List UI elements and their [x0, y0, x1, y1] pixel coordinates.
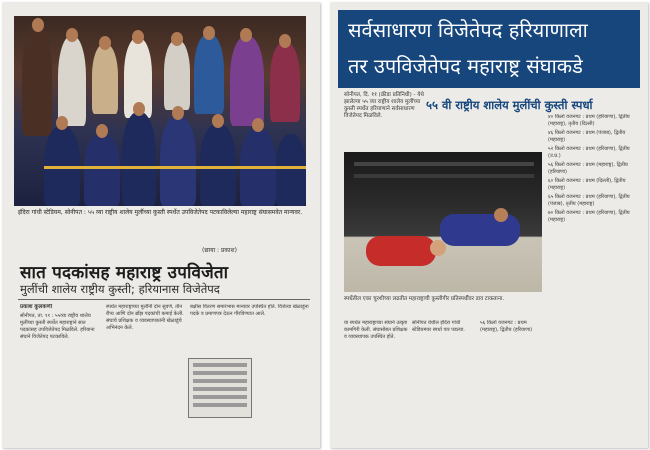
bottom-column-3 — [480, 320, 542, 438]
left-newspaper-clipping — [2, 2, 320, 448]
result-item: ५६ किलो वजनगट : प्रथम (महाराष्ट्र), द्वितीय (हरियाणा) — [480, 320, 533, 333]
article-column-3 — [190, 304, 310, 356]
photo-credit: (छाया : प्रकाश) — [202, 247, 237, 254]
result-item: ५६ किलो वजनगट : प्रथम (महाराष्ट्र), द्वितीय (हरियाणा) — [548, 162, 628, 175]
results-inset-box — [188, 358, 252, 418]
subheadline: मुलींची शालेय राष्ट्रीय कुस्ती; हरियानास विजेतेपद — [20, 282, 220, 296]
result-item: ६५ किलो वजनगट : प्रथम (हरियाणा), द्वितीय (पंजाब), तृतीय (महाराष्ट्र) — [548, 194, 630, 207]
headline: सात पदकांसह महाराष्ट्र उपविजेता — [20, 263, 229, 283]
wrestling-action-photo — [344, 152, 542, 292]
divider — [18, 299, 310, 300]
article-paragraph: बक्षीस वितरण समारंभास मान्यवर उपस्थित होते. विजेत्या खेळाडूंना पदके व प्रमाणपत्र देऊन गौरविण्यात आले. — [190, 304, 309, 317]
article-paragraph: सोनीपत येथील इंदिरा गांधी स्टेडियमवर स्पर्धा पार पडल्या. — [412, 320, 465, 333]
headline-line-2: तर उपविजेतेपद महाराष्ट्र संघाकडे — [348, 54, 583, 78]
article-column-2 — [106, 304, 186, 444]
byline: प्रकाश कुलकर्णी — [20, 304, 53, 310]
headline-banner — [338, 10, 640, 88]
bottom-column-1 — [344, 320, 408, 438]
photo-caption: स्पर्धेतील एका चुरशीच्या लढतीत महाराष्ट्राची कुस्तीगीर प्रतिस्पर्धीवर डाव टाकताना. — [344, 296, 505, 302]
right-newspaper-clipping — [330, 2, 648, 448]
subheadline: ५५ वी राष्ट्रीय शालेय मुलींची कुस्ती स्पर्धा — [426, 98, 593, 112]
result-item: ४६ किलो वजनगट : प्रथम (पंजाब), द्वितीय (महाराष्ट्र) — [548, 130, 626, 143]
result-item: ७० किलो वजनगट : प्रथम (हरियाणा), द्वितीय (महाराष्ट्र) — [548, 210, 630, 223]
result-item: ६० किलो वजनगट : प्रथम (दिल्ली), द्वितीय (महाराष्ट्र) — [548, 178, 626, 191]
dateline-paragraph: सोनीपत, दि. ११ (क्रीडा प्रतिनिधी) - येथे झालेल्या ५५ व्या राष्ट्रीय शालेय मुलींच्या कुस्ती स्पर्धेत हरियाणाने सर्वसाधारण विजेतेपद मिळविले. — [344, 92, 424, 119]
result-item: ४० किलो वजनगट : प्रथम (हरियाणा), द्वितीय (महाराष्ट्र), तृतीय (दिल्ली) — [548, 114, 630, 127]
article-paragraph: स्पर्धेत महाराष्ट्राच्या मुलींनी दोन सुवर्ण, तीन रौप्य आणि दोन ब्रॉंझ पदकांची कमाई केली. संघाचे प्रशिक्षक व व्यवस्थापकांनी खेळाडूंचे अभिनंदन केले. — [106, 304, 184, 331]
result-item: ५२ किलो वजनगट : प्रथम (हरियाणा), द्वितीय (उ.प्र.) — [548, 146, 630, 159]
results-column — [548, 114, 640, 434]
team-group-photo — [14, 16, 306, 206]
article-paragraph: या स्पर्धेत महाराष्ट्राच्या संघाने उत्कृष्ट कामगिरी केली. संघासोबत प्रशिक्षक व व्यवस्थापक उपस्थित होते. — [344, 320, 408, 340]
article-paragraph: सोनीपत, ता. ११ : ५५व्या राष्ट्रीय शालेय मुलींच्या कुस्ती स्पर्धेत महाराष्ट्राने सात पदकांसह उपविजेतेपद मिळविले. हरियाना संघाने विजेतेपद पटकाविले. — [20, 313, 95, 340]
headline-line-1: सर्वसाधारण विजेतेपद हरियाणाला — [348, 18, 588, 42]
photo-caption: इंदिरा गांधी स्टेडियम, सोनीपत : ५५ व्या राष्ट्रीय शालेय मुलींच्या कुस्ती स्पर्धेत उपविजेतेपद पटकाविलेल्या महाराष्ट्र संघासमवेत मान्यवर. — [18, 209, 303, 216]
article-column-1 — [20, 304, 102, 444]
bottom-column-2 — [412, 320, 476, 438]
